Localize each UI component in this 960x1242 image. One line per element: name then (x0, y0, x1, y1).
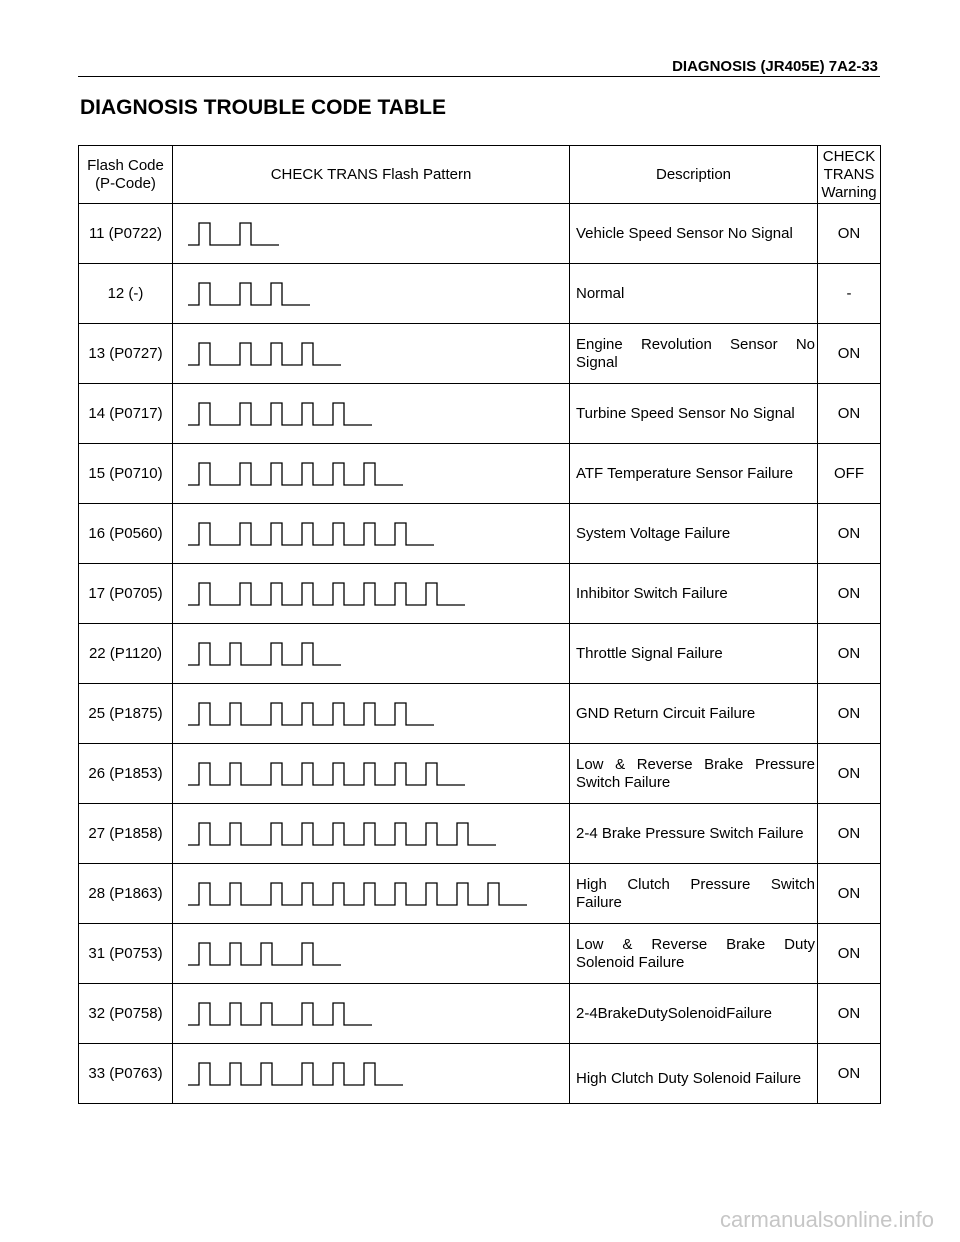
flash-pattern-cell (173, 204, 570, 264)
table-row (79, 1044, 881, 1104)
column-header-warning (818, 146, 881, 204)
description-cell (570, 324, 818, 384)
flash-pattern-cell (173, 564, 570, 624)
description-cell (570, 444, 818, 504)
table-row (79, 444, 881, 504)
description-cell (570, 504, 818, 564)
column-header-line: Flash Code (87, 156, 164, 174)
flash-pattern-cell (173, 324, 570, 384)
description-cell (570, 564, 818, 624)
table-row (79, 864, 881, 924)
flash-pattern-cell (173, 804, 570, 864)
flash-pattern (188, 520, 436, 548)
flash-pattern (188, 940, 343, 968)
flash-pattern (188, 340, 343, 368)
description-text: Inhibitor Switch Failure (576, 584, 728, 602)
flash-pattern-waveform (188, 403, 372, 425)
table-row (79, 384, 881, 444)
table-row (79, 504, 881, 564)
description-cell (570, 1044, 818, 1104)
page-header-text: DIAGNOSIS (JR405E) 7A2-33 (672, 58, 878, 75)
column-header-line: Description (655, 165, 732, 183)
flash-pattern (188, 820, 498, 848)
warning-cell: ON (818, 504, 881, 564)
warning-cell: ON (818, 384, 881, 444)
table-row (79, 924, 881, 984)
flash-pattern-cell (173, 984, 570, 1044)
table-header-row (79, 146, 881, 204)
flash-code-cell: 17 (P0705) (79, 564, 173, 624)
warning-cell: ON (818, 204, 881, 264)
warning-cell: OFF (818, 444, 881, 504)
flash-pattern-cell (173, 924, 570, 984)
description-text: GND Return Circuit Failure (576, 704, 756, 722)
trouble-code-table (78, 145, 881, 1104)
flash-code-cell: 31 (P0753) (79, 924, 173, 984)
column-header-flash-code (79, 146, 173, 204)
table-row (79, 684, 881, 744)
flash-pattern-waveform (188, 823, 496, 845)
flash-pattern-waveform (188, 703, 434, 725)
table-row (79, 264, 881, 324)
table-row (79, 624, 881, 684)
flash-pattern-cell (173, 1044, 570, 1104)
warning-cell: ON (818, 684, 881, 744)
description-cell (570, 744, 818, 804)
flash-code-cell: 27 (P1858) (79, 804, 173, 864)
flash-pattern-waveform (188, 883, 527, 905)
flash-pattern-cell (173, 264, 570, 324)
table-row (79, 804, 881, 864)
flash-pattern (188, 460, 405, 488)
warning-cell: ON (818, 804, 881, 864)
description-text: Engine Revolution Sensor No Signal (576, 335, 815, 371)
flash-pattern (188, 580, 467, 608)
flash-pattern (188, 700, 436, 728)
flash-pattern-cell (173, 744, 570, 804)
table-row (79, 564, 881, 624)
flash-pattern (188, 1060, 405, 1088)
page-title: DIAGNOSIS TROUBLE CODE TABLE (80, 96, 446, 119)
flash-code-cell: 33 (P0763) (79, 1044, 173, 1104)
flash-pattern-waveform (188, 343, 341, 365)
table-row (79, 324, 881, 384)
description-text: Low & Reverse Brake Pressure Switch Failure (576, 755, 815, 791)
description-cell (570, 204, 818, 264)
flash-code-cell: 32 (P0758) (79, 984, 173, 1044)
page-header (78, 58, 880, 77)
flash-pattern-waveform (188, 643, 341, 665)
flash-pattern (188, 760, 467, 788)
flash-pattern-waveform (188, 1003, 372, 1025)
description-cell (570, 924, 818, 984)
flash-pattern-waveform (188, 943, 341, 965)
flash-code-cell: 26 (P1853) (79, 744, 173, 804)
flash-code-cell: 25 (P1875) (79, 684, 173, 744)
flash-pattern (188, 220, 281, 248)
flash-pattern-waveform (188, 523, 434, 545)
flash-pattern-waveform (188, 283, 310, 305)
flash-pattern-cell (173, 444, 570, 504)
flash-pattern-waveform (188, 463, 403, 485)
warning-cell: ON (818, 744, 881, 804)
flash-code-cell: 13 (P0727) (79, 324, 173, 384)
description-text: Vehicle Speed Sensor No Signal (576, 224, 793, 242)
warning-cell: ON (818, 564, 881, 624)
column-header-line: CHECK TRANS Flash Pattern (270, 165, 472, 183)
warning-cell: ON (818, 1044, 881, 1104)
description-text: 2-4BrakeDutySolenoidFailure (576, 1004, 772, 1022)
watermark: carmanualsonline.info (719, 1207, 934, 1232)
flash-code-cell: 14 (P0717) (79, 384, 173, 444)
flash-pattern-cell (173, 864, 570, 924)
flash-pattern-cell (173, 684, 570, 744)
description-cell (570, 684, 818, 744)
description-cell (570, 624, 818, 684)
column-header-line: Warning (821, 183, 877, 201)
flash-pattern (188, 640, 343, 668)
warning-cell: ON (818, 924, 881, 984)
column-header-line: TRANS (823, 165, 875, 183)
column-header-line: CHECK (822, 147, 876, 165)
flash-pattern-cell (173, 384, 570, 444)
flash-code-cell: 28 (P1863) (79, 864, 173, 924)
table-row (79, 204, 881, 264)
column-header-line: (P-Code) (95, 174, 156, 192)
description-text: ATF Temperature Sensor Failure (576, 464, 794, 482)
flash-code-cell: 22 (P1120) (79, 624, 173, 684)
column-header-flash-pattern (173, 146, 570, 204)
flash-code-cell: 12 (-) (79, 264, 173, 324)
description-text: Low & Reverse Brake Duty Solenoid Failure (576, 935, 815, 971)
flash-pattern-waveform (188, 583, 465, 605)
flash-pattern-waveform (188, 223, 279, 245)
description-cell (570, 384, 818, 444)
table-row (79, 744, 881, 804)
description-cell (570, 984, 818, 1044)
warning-cell: ON (818, 624, 881, 684)
description-text: High Clutch Pressure Switch Failure (576, 875, 815, 911)
flash-pattern-cell (173, 624, 570, 684)
warning-cell: ON (818, 864, 881, 924)
flash-pattern-waveform (188, 763, 465, 785)
table-row (79, 984, 881, 1044)
description-cell (570, 264, 818, 324)
table-body (79, 204, 881, 1104)
description-cell (570, 864, 818, 924)
flash-pattern (188, 400, 374, 428)
flash-code-cell: 11 (P0722) (79, 204, 173, 264)
flash-code-cell: 15 (P0710) (79, 444, 173, 504)
warning-cell: ON (818, 324, 881, 384)
flash-pattern (188, 280, 312, 308)
description-text: Normal (576, 284, 625, 302)
flash-pattern (188, 1000, 374, 1028)
warning-cell: ON (818, 984, 881, 1044)
description-text: Throttle Signal Failure (576, 644, 723, 662)
flash-pattern-waveform (188, 1063, 403, 1085)
column-header-description (570, 146, 818, 204)
description-text: System Voltage Failure (576, 524, 731, 542)
flash-pattern (188, 880, 529, 908)
description-cell (570, 804, 818, 864)
description-text: 2-4 Brake Pressure Switch Failure (576, 824, 804, 842)
description-text: High Clutch Duty Solenoid Failure (576, 1069, 802, 1087)
flash-code-cell: 16 (P0560) (79, 504, 173, 564)
warning-cell: - (818, 264, 881, 324)
description-text: Turbine Speed Sensor No Signal (576, 404, 795, 422)
flash-pattern-cell (173, 504, 570, 564)
